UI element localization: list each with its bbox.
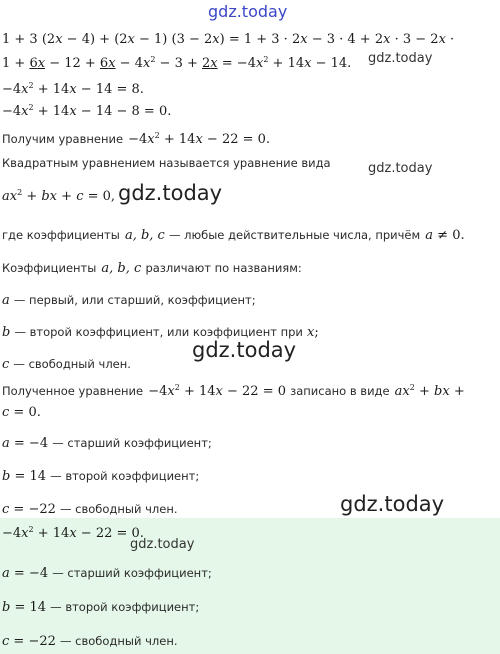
- first-coeff-text: — первый, или старший, коэффициент;: [13, 293, 256, 307]
- got-equation-text: Получим уравнение: [2, 132, 124, 146]
- answer-equation: $-4x^2 + 14x - 22 = 0$.: [2, 525, 144, 541]
- free-term-line: c — свободный член.: [2, 357, 131, 372]
- watermark-top: gdz.today: [208, 2, 288, 21]
- obtained-eq-text: Полученное уравнение: [2, 384, 144, 398]
- answer-free-line: c = −22 — свободный член.: [2, 634, 178, 649]
- where-coeffs-text: где коэффициенты: [2, 228, 120, 242]
- answer-leading-text: — старший коэффициент;: [52, 566, 212, 580]
- watermark-1: gdz.today: [368, 51, 433, 66]
- answer-second-line: b = 14 — второй коэффициент;: [2, 600, 200, 615]
- where-coeffs-line: где коэффициенты a, b, c — любые действительные числа, причём a ≠ 0.: [2, 228, 465, 243]
- answer-second-text: — второй коэффициент;: [50, 600, 200, 614]
- general-form: $ax^2$ + bx + c = 0,: [2, 188, 116, 204]
- answer-leading-line: a = −4 — старший коэффициент;: [2, 566, 212, 581]
- watermark-2: gdz.today: [368, 161, 433, 176]
- equation-line-4: $-4x^2 + 14x - 14 - 8 = 0$.: [2, 103, 172, 119]
- equation-line-1: 1 + 3 (2x − 4) + (2x − 1) (3 − 2x) = 1 + 3 · 2x − 3 · 4 + 2x · 3 − 2x ·: [2, 32, 455, 47]
- coeffs-named-line: Коэффициенты a, b, c различают по названиям:: [2, 261, 302, 276]
- first-coeff-line: a — первый, или старший, коэффициент;: [2, 293, 256, 308]
- second-coeff-line: b — второй коэффициент, или коэффициент при x;: [2, 325, 319, 340]
- answer-free-text: — свободный член.: [60, 634, 178, 648]
- obtained-eq-cont: c = 0.: [2, 405, 41, 420]
- watermark-3: gdz.today: [118, 181, 223, 205]
- second-text: — второй коэффициент;: [50, 469, 200, 483]
- written-form-text: записано в виде: [290, 384, 390, 398]
- leading-line: a = −4 — старший коэффициент;: [2, 436, 212, 451]
- quadratic-definition: Квадратным уравнением называется уравнение вида: [2, 156, 331, 170]
- watermark-6: gdz.today: [130, 537, 195, 552]
- free-text: — свободный член.: [60, 502, 178, 516]
- answer-box: [0, 518, 500, 654]
- equation-line-2: $1 + 6x - 12 + 6x - 4x^2 - 3 + 2x = -4x^2 + 14x - 14$.: [2, 55, 352, 71]
- watermark-4: gdz.today: [192, 338, 297, 362]
- free-term-text: — свободный член.: [13, 357, 131, 371]
- watermark-5: gdz.today: [340, 492, 445, 516]
- second-line: b = 14 — второй коэффициент;: [2, 469, 200, 484]
- second-coeff-text: — второй коэффициент, или коэффициент при: [14, 325, 303, 339]
- distinguish-text: различают по названиям:: [145, 261, 302, 275]
- obtained-eq-line: Полученное уравнение $-4x^2 + 14x - 22 = 0$ записано в виде $ax^2$ + bx +: [2, 383, 465, 399]
- equation-line-3: $-4x^2 + 14x - 14 = 8$.: [2, 81, 144, 97]
- leading-text: — старший коэффициент;: [52, 436, 212, 450]
- coeffs-named-text: Коэффициенты: [2, 261, 97, 275]
- any-reals-text: — любые действительные числа, причём: [168, 228, 421, 242]
- got-equation-line: Получим уравнение $-4x^2 + 14x - 22 = 0$.: [2, 131, 271, 147]
- free-line: c = −22 — свободный член.: [2, 502, 178, 517]
